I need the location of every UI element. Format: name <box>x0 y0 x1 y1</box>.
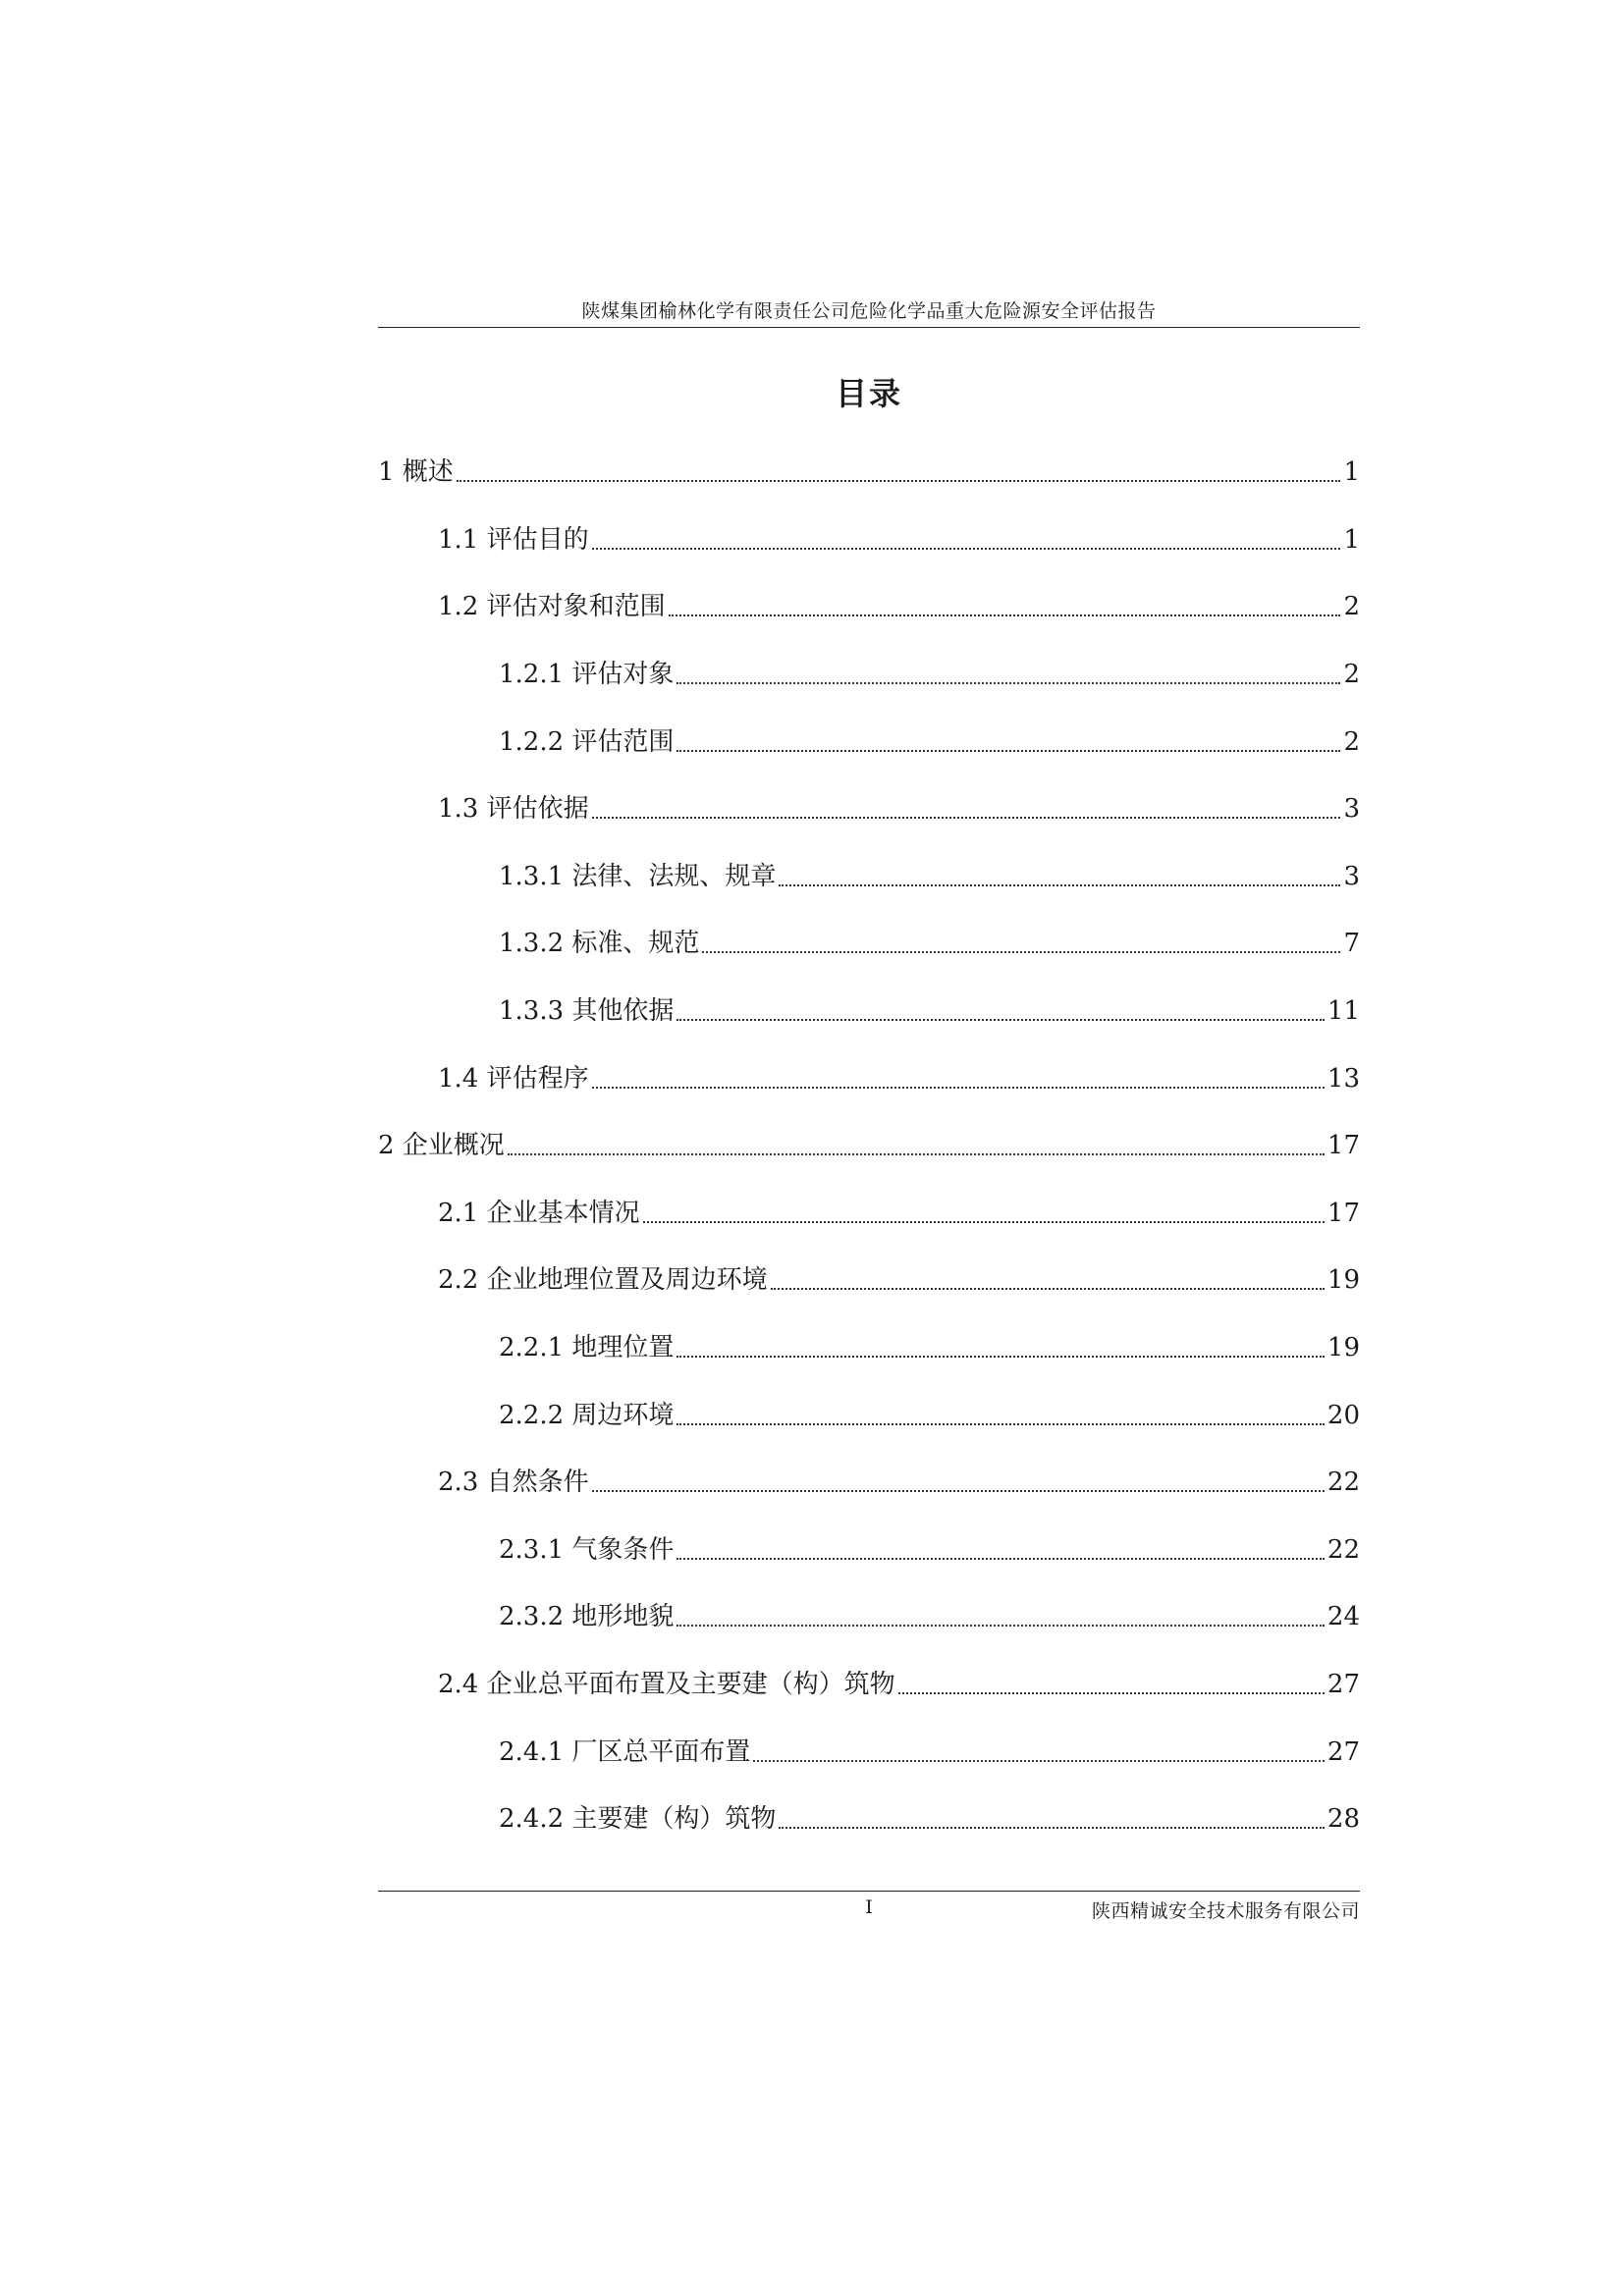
toc-entry-page: 17 <box>1326 1198 1360 1228</box>
toc-entry-page: 27 <box>1326 1669 1360 1699</box>
toc-dot-leader <box>898 1692 1325 1694</box>
toc-entry-label: 1.4 评估程序 <box>438 1063 589 1094</box>
toc-entry[interactable] <box>378 1786 1360 1853</box>
footer-company-name: 陕西精诚安全技术服务有限公司 <box>1091 1900 1360 1922</box>
toc-entry-page: 17 <box>1326 1131 1360 1161</box>
toc-dot-leader <box>677 1625 1324 1627</box>
toc-entry-label: 1.3 评估依据 <box>438 794 589 825</box>
toc-entry[interactable] <box>378 1583 1360 1651</box>
toc-entry-page: 20 <box>1326 1400 1360 1430</box>
toc-entry-page: 19 <box>1326 1333 1360 1363</box>
toc-entry-label: 2.2 企业地理位置及周边环境 <box>438 1265 768 1296</box>
header-divider <box>378 327 1360 328</box>
toc-entry-label: 2.4.2 主要建（构）筑物 <box>499 1804 777 1835</box>
toc-dot-leader <box>592 1490 1325 1492</box>
toc-entry[interactable] <box>378 1517 1360 1584</box>
toc-entry[interactable] <box>378 1314 1360 1382</box>
toc-entry-label: 2.1 企业基本情况 <box>438 1198 640 1228</box>
toc-entry-label: 2 企业概况 <box>378 1131 505 1161</box>
toc-entry-label: 1.2.2 评估范围 <box>499 726 675 757</box>
toc-entry[interactable] <box>378 1718 1360 1786</box>
toc-dot-leader <box>677 750 1340 752</box>
toc-dot-leader <box>592 1087 1325 1089</box>
toc-entry-page: 7 <box>1343 929 1360 959</box>
table-of-contents <box>378 439 1360 1852</box>
toc-dot-leader <box>677 1558 1324 1560</box>
toc-entry[interactable] <box>378 843 1360 911</box>
toc-entry-label: 2.4 企业总平面布置及主要建（构）筑物 <box>438 1669 895 1699</box>
toc-dot-leader <box>643 1221 1325 1223</box>
toc-entry[interactable] <box>378 1651 1360 1719</box>
toc-entry[interactable] <box>378 641 1360 709</box>
toc-entry-label: 2.3.2 地形地貌 <box>499 1602 675 1632</box>
footer-divider <box>378 1891 1360 1892</box>
toc-dot-leader <box>677 1423 1324 1425</box>
toc-entry-label: 1.1 评估目的 <box>438 524 589 555</box>
toc-entry-label: 1.3.3 其他依据 <box>499 996 675 1027</box>
toc-entry-page: 13 <box>1326 1063 1360 1094</box>
toc-entry[interactable] <box>378 978 1360 1045</box>
toc-entry[interactable] <box>378 775 1360 843</box>
toc-entry-label: 2.3.1 气象条件 <box>499 1534 675 1565</box>
toc-entry-label: 2.2.2 周边环境 <box>499 1400 675 1430</box>
toc-dot-leader <box>771 1288 1325 1290</box>
running-header: 陕煤集团榆林化学有限责任公司危险化学品重大危险源安全评估报告 <box>581 300 1157 322</box>
toc-entry[interactable] <box>378 1112 1360 1180</box>
toc-entry-page: 3 <box>1343 861 1360 891</box>
toc-entry-label: 1.2.1 评估对象 <box>499 660 675 690</box>
toc-entry-page: 27 <box>1326 1736 1360 1767</box>
toc-entry[interactable] <box>378 1044 1360 1112</box>
toc-entry-label: 1 概述 <box>378 457 454 488</box>
toc-entry-page: 1 <box>1343 524 1360 555</box>
toc-entry-label: 1.3.1 法律、法规、规章 <box>499 861 777 891</box>
toc-entry-page: 2 <box>1343 660 1360 690</box>
toc-entry-page: 11 <box>1326 996 1360 1027</box>
toc-dot-leader <box>677 682 1340 684</box>
toc-dot-leader <box>592 548 1341 550</box>
toc-dot-leader <box>677 1019 1324 1021</box>
toc-entry-page: 22 <box>1326 1534 1360 1565</box>
toc-dot-leader <box>702 951 1340 953</box>
toc-entry-label: 2.2.1 地理位置 <box>499 1333 675 1363</box>
toc-entry-page: 2 <box>1343 726 1360 757</box>
toc-dot-leader <box>753 1760 1324 1762</box>
toc-entry[interactable] <box>378 507 1360 574</box>
toc-entry[interactable] <box>378 1449 1360 1517</box>
footer-page-number: I <box>865 1896 873 1918</box>
toc-entry-page: 2 <box>1343 592 1360 622</box>
toc-entry-page: 22 <box>1326 1468 1360 1498</box>
toc-entry-page: 19 <box>1326 1265 1360 1296</box>
toc-dot-leader <box>779 1827 1324 1829</box>
toc-entry[interactable] <box>378 1381 1360 1449</box>
toc-entry-page: 24 <box>1326 1602 1360 1632</box>
toc-entry[interactable] <box>378 708 1360 775</box>
toc-entry-label: 2.4.1 厂区总平面布置 <box>499 1736 751 1767</box>
toc-title: 目录 <box>835 375 902 412</box>
toc-entry[interactable] <box>378 1247 1360 1314</box>
toc-entry[interactable] <box>378 1180 1360 1248</box>
toc-entry-page: 1 <box>1343 457 1360 488</box>
toc-dot-leader <box>677 1356 1324 1358</box>
toc-entry-label: 1.2 评估对象和范围 <box>438 592 666 622</box>
toc-entry[interactable] <box>378 439 1360 507</box>
toc-entry[interactable] <box>378 910 1360 978</box>
toc-entry-page: 3 <box>1343 794 1360 825</box>
toc-dot-leader <box>779 884 1340 886</box>
toc-dot-leader <box>592 817 1341 819</box>
toc-dot-leader <box>457 480 1341 482</box>
toc-entry[interactable] <box>378 573 1360 641</box>
toc-dot-leader <box>508 1153 1325 1155</box>
toc-entry-label: 1.3.2 标准、规范 <box>499 929 700 959</box>
toc-dot-leader <box>669 614 1341 616</box>
toc-entry-label: 2.3 自然条件 <box>438 1468 589 1498</box>
toc-entry-page: 28 <box>1326 1804 1360 1835</box>
